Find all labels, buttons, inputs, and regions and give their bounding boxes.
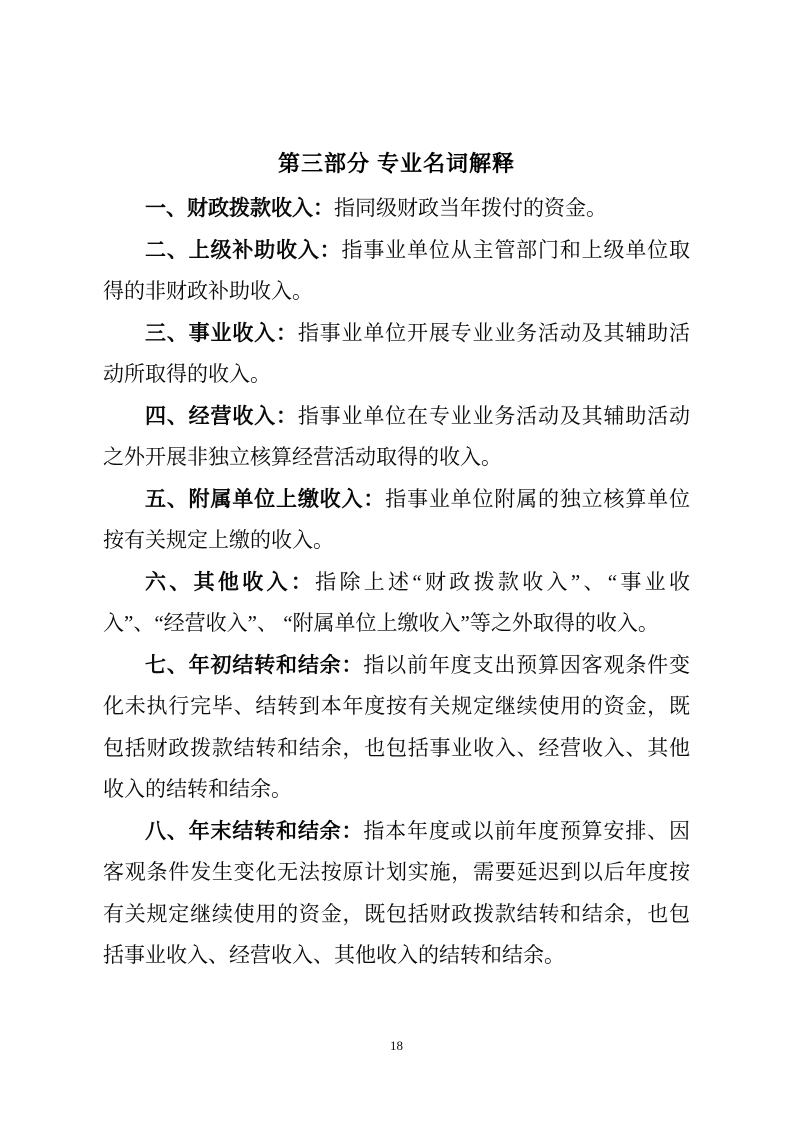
term-label: 五、附属单位上缴收入： bbox=[145, 487, 386, 511]
term-label: 三、事业收入： bbox=[145, 321, 298, 345]
term-definition: 指事业单位在专业业务活动及其辅助活动之外开展非独立核算经营活动取得的收入。 bbox=[103, 403, 691, 469]
term-label: 四、经营收入： bbox=[145, 404, 298, 428]
term-label: 六、其他收入： bbox=[145, 570, 316, 594]
term-definition: 指以前年度支出预算因客观条件变化未执行完毕、结转到本年度按有关规定继续使用的资金，既包括财政拨款结转和结余，也包括事业收入、经营收入、其他收入的结转和结余。 bbox=[103, 652, 691, 801]
term-definition: 指本年度或以前年度预算安排、因客观条件发生变化无法按原计划实施，需要延迟到以后年度按有关规定继续使用的资金，既包括财政拨款结转和结余，也包括事业收入、经营收入、其他收入的结转和结余。 bbox=[103, 818, 691, 967]
term-definition: 指同级财政当年拨付的资金。 bbox=[334, 196, 607, 220]
glossary-paragraph-1 bbox=[103, 188, 690, 230]
glossary-paragraph-3 bbox=[103, 313, 690, 396]
document-content bbox=[103, 140, 690, 977]
term-definition: 指事业单位开展专业业务活动及其辅助活动所取得的收入。 bbox=[103, 320, 691, 386]
glossary-paragraph-7 bbox=[103, 645, 690, 811]
term-label: 八、年末结转和结余： bbox=[145, 819, 364, 843]
term-definition: 指事业单位附属的独立核算单位按有关规定上缴的收入。 bbox=[103, 486, 691, 552]
term-label: 二、上级补助收入： bbox=[145, 238, 342, 262]
page-number: 18 bbox=[390, 1038, 403, 1053]
glossary-paragraph-2 bbox=[103, 230, 690, 313]
glossary-paragraph-4 bbox=[103, 396, 690, 479]
term-label: 七、年初结转和结余： bbox=[145, 653, 364, 677]
term-definition: 指事业单位从主管部门和上级单位取得的非财政补助收入。 bbox=[103, 237, 690, 303]
term-label: 一、财政拨款收入： bbox=[145, 197, 334, 220]
glossary-paragraph-8 bbox=[103, 811, 690, 977]
glossary-paragraph-6 bbox=[103, 562, 690, 645]
glossary-paragraph-5 bbox=[103, 479, 690, 562]
page-title: 第三部分 专业名词解释 bbox=[277, 151, 516, 176]
term-definition: 指除上述“财政拨款收入”、“事业收入”、“经营收入”、 “附属单位上缴收入”等之外取得的收入。 bbox=[103, 569, 690, 635]
